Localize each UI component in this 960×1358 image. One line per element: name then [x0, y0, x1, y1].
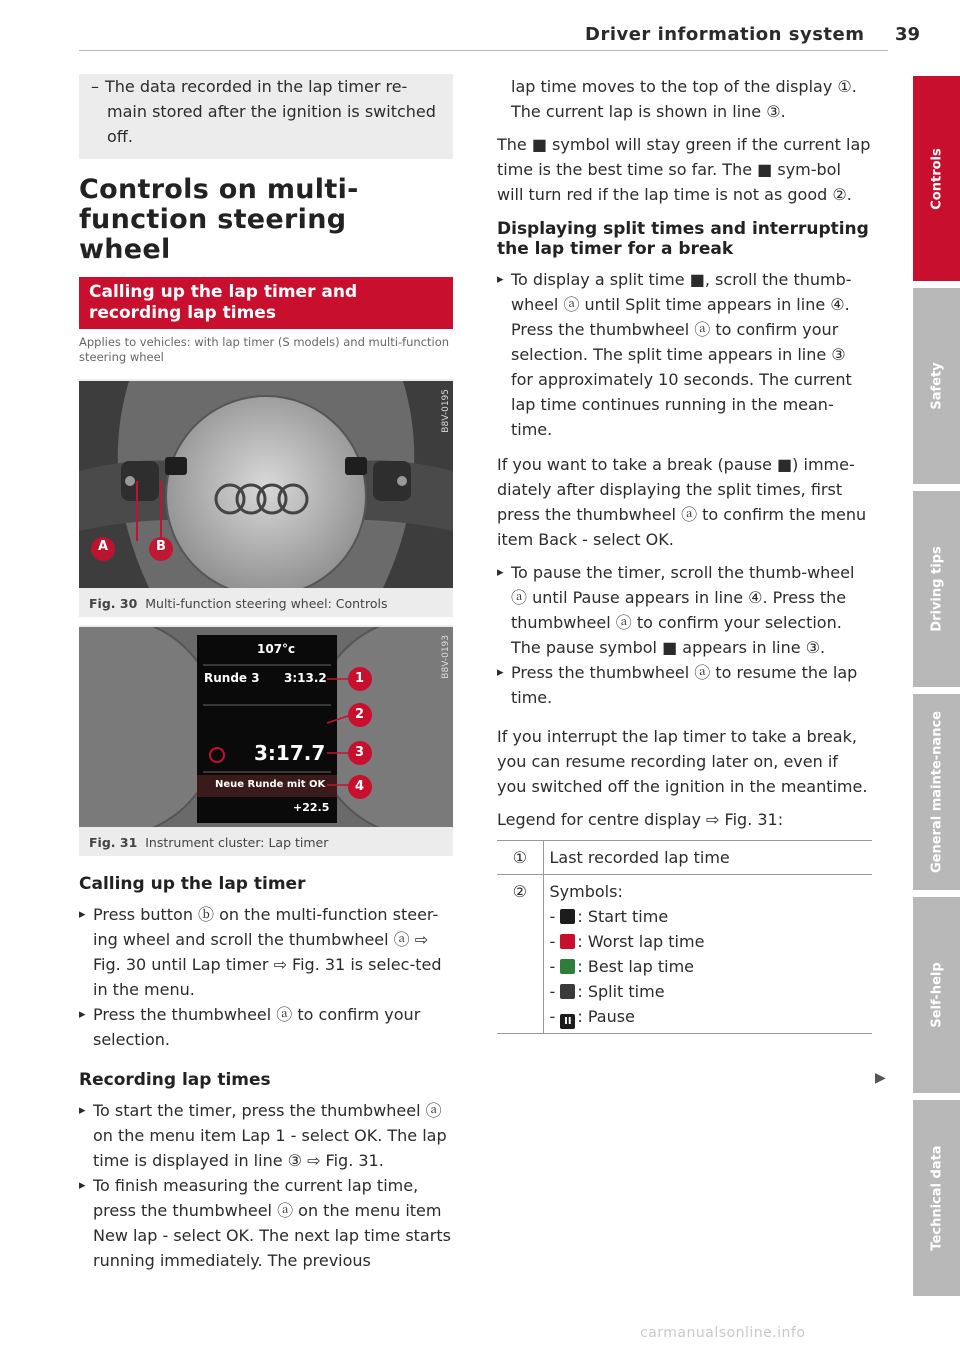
tab-controls[interactable]: Controls [913, 76, 960, 281]
split-time-icon [560, 984, 575, 999]
right-column [497, 74, 872, 1034]
instruction-step: ▸ To start the timer, press the thumbwheel ⓐ on the menu item Lap 1 - select OK. The lap time is displayed in line ③ ⇨ Fig. 31. [79, 1098, 453, 1173]
instruction-step: ▸ To display a split time ■, scroll the thumb-wheel ⓐ until Split time appears in line ④. Press the thumbwheel ⓐ to confirm your selection. The split time appears in line ③ for approximately 10 seconds. The current lap time continues running in the mean-time. [497, 267, 872, 442]
tab-driving-tips[interactable]: Driving tips [913, 491, 960, 687]
tab-general-maintenance[interactable]: General mainte-nance [913, 694, 960, 890]
instrument-cluster-illustration [79, 627, 453, 827]
heading-split-times: Displaying split times and interrupting the lap timer for a break [497, 219, 869, 259]
callout-b: B [156, 539, 166, 554]
instruction-step: ▸ To finish measuring the current lap time, press the thumbwheel ⓐ on the menu item New lap - select OK. The next lap time starts running immediately. The previous [79, 1173, 453, 1273]
table-row [497, 875, 872, 1034]
note-line-3: off. [107, 127, 133, 146]
paragraph: The ■ symbol will stay green if the current lap time is the best time so far. The ■ sym-bol will turn red if the lap time is not as good ②. [497, 135, 871, 204]
paragraph: If you want to take a break (pause ■) imme-diately after displaying the split times, first press the thumbwheel ⓐ to confirm the menu item Back - select OK. [497, 455, 867, 549]
heading-calling-up: Calling up the lap timer [79, 874, 306, 894]
figure-code: B8V-0195 [441, 389, 451, 433]
tab-technical-data[interactable]: Technical data [913, 1100, 960, 1296]
continue-arrow-icon: ▶ [875, 1070, 886, 1086]
figure-caption: Fig. 30 Multi-function steering wheel: Controls [89, 596, 388, 611]
cluster-lap-label: Runde 3 [204, 671, 260, 685]
callout-1: 1 [355, 671, 365, 686]
instruction-step: ▸ Press button ⓑ on the multi-function steer-ing wheel and scroll the thumbwheel ⓐ ⇨ Fig. 30 until Lap timer ⇨ Fig. 31 is selec-ted in the menu. [79, 902, 453, 1002]
tab-self-help[interactable]: Self-help [913, 897, 960, 1093]
figure-caption: Fig. 31 Instrument cluster: Lap timer [89, 835, 329, 850]
running-header-title: Driver information system [585, 24, 865, 45]
worst-lap-icon [560, 934, 575, 949]
best-lap-icon [560, 959, 575, 974]
figure-30 [79, 379, 453, 617]
callout-2: 2 [355, 707, 365, 722]
legend-text: Last recorded lap time [543, 841, 872, 875]
note-line-1: The data recorded in the lap timer re- [105, 77, 408, 96]
cluster-svg [79, 627, 453, 827]
cluster-lap-time: 3:13.2 [284, 671, 327, 685]
instruction-step: ▸ To pause the timer, scroll the thumb-wheel ⓐ until Pause appears in line ④. Press the thumbwheel ⓐ to confirm your selection. The pause symbol ■ appears in line ③. [497, 560, 872, 660]
cluster-current-time: 3:17.7 [254, 741, 326, 765]
instruction-step: ▸ Press the thumbwheel ⓐ to resume the lap time. [497, 660, 872, 710]
legend-symbols: Symbols: - : Start time - : Worst lap time - : Best lap time - : Split time - II : Pause [543, 875, 872, 1034]
tab-safety[interactable]: Safety [913, 288, 960, 484]
left-column [79, 74, 453, 1273]
subsection-banner: Calling up the lap timer and recording lap times [79, 277, 453, 329]
legend-number: ② [497, 875, 543, 1034]
paragraph: Legend for centre display ⇨ Fig. 31: [497, 810, 784, 829]
header-rule [79, 50, 888, 51]
cluster-delta: +22.5 [293, 801, 330, 814]
callout-3: 3 [355, 745, 365, 760]
paragraph: lap time moves to the top of the display ①. The current lap is shown in line ③. [511, 77, 857, 121]
heading-recording: Recording lap times [79, 1070, 271, 1090]
paragraph: If you interrupt the lap timer to take a break, you can resume recording later on, even if you switched off the ignition in the meantime. [497, 727, 868, 796]
instruction-step: ▸ Press the thumbwheel ⓐ to confirm your selection. [79, 1002, 453, 1052]
cluster-menu: Neue Runde mit OK [215, 779, 326, 790]
cluster-temp: 107°c [257, 642, 296, 656]
pause-icon: II [560, 1014, 575, 1029]
figure-code: B8V-0193 [441, 635, 451, 679]
page-number: 39 [895, 24, 921, 45]
section-title: Controls on multi- function steering wheel [79, 174, 359, 265]
note-box: – The data recorded in the lap timer re- main stored after the ignition is switched off. [79, 74, 453, 159]
legend-number: ① [497, 841, 543, 875]
legend-table [497, 840, 872, 1034]
steering-wheel-illustration [79, 381, 453, 588]
steering-wheel-svg [79, 381, 453, 588]
table-row [497, 841, 872, 875]
note-line-2: main stored after the ignition is switched [107, 102, 436, 121]
start-time-icon [560, 909, 575, 924]
callout-a: A [97, 539, 109, 554]
watermark: carmanualsonline.info [640, 1325, 806, 1341]
applies-note: Applies to vehicles: with lap timer (S models) and multi-function steering wheel [79, 335, 450, 364]
figure-31 [79, 625, 453, 856]
callout-4: 4 [355, 779, 365, 794]
